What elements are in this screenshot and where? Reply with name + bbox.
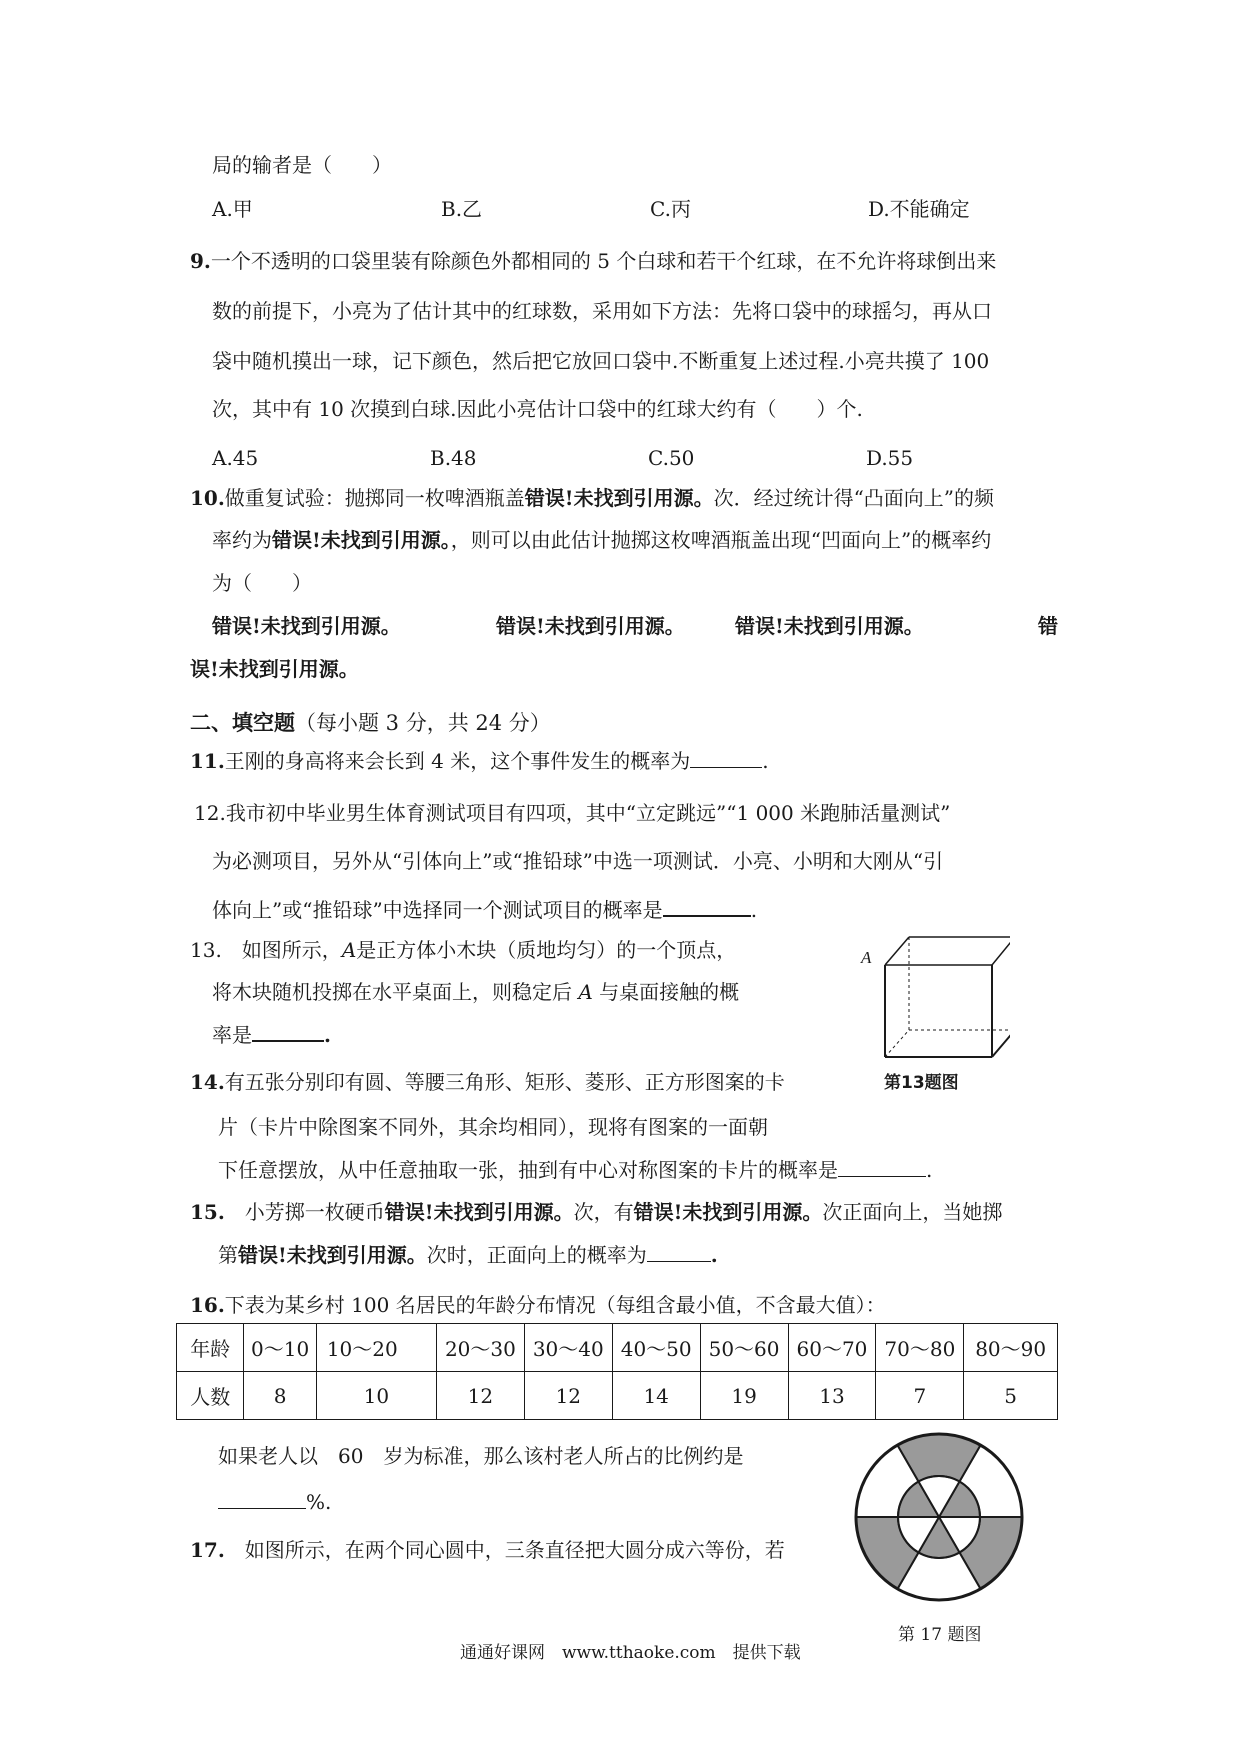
answer-blank[interactable] <box>252 1022 324 1042</box>
q10-option-b: 错误!未找到引用源。 <box>496 614 685 638</box>
table-cell: 13 <box>788 1372 876 1420</box>
q12-line-2: 为必测项目，另外从“引体向上”或“推铅球”中选一项测试．小亮、小明和大刚从“引 <box>212 849 944 873</box>
table-cell: 70～80 <box>876 1324 964 1372</box>
q10-option-a: 错误!未找到引用源。 <box>212 614 401 638</box>
q8-stem-end: 局的输者是（ ） <box>212 153 392 177</box>
fig-17-caption: 第 17 题图 <box>898 1625 982 1645</box>
table-cell: 40～50 <box>612 1324 700 1372</box>
table-cell: 8 <box>244 1372 316 1420</box>
q9-option-d: D.55 <box>866 446 914 470</box>
q9-line-4: 次，其中有 10 次摸到白球.因此小亮估计口袋中的红球大约有（ ）个. <box>212 397 863 421</box>
q9-line-2: 数的前提下，小亮为了估计其中的红球数，采用如下方法：先将口袋中的球摇匀，再从口 <box>212 299 992 323</box>
answer-blank[interactable] <box>218 1490 306 1509</box>
table-row-age <box>177 1324 1058 1372</box>
q16-line: 16.下表为某乡村 100 名居民的年龄分布情况（每组含最小值，不含最大值）： <box>190 1293 886 1317</box>
section-2-subtitle: （每小题 3 分，共 24 分） <box>295 711 551 735</box>
q8-option-a: A.甲 <box>212 197 253 221</box>
q9-option-b: B.48 <box>430 446 477 470</box>
cube-vertex-label: A <box>861 948 872 967</box>
q16-followup: 如果老人以 60 岁为标准，那么该村老人所占的比例约是 <box>218 1444 744 1468</box>
section-2-title: 二、填空题（每小题 3 分，共 24 分） <box>190 710 551 735</box>
q9-number: 9. <box>190 249 211 273</box>
q10-option-c: 错误!未找到引用源。 <box>735 614 924 638</box>
q14-line-2: 片（卡片中除图案不同外，其余均相同），现将有图案的一面朝 <box>218 1115 768 1139</box>
error-ref: 错误!未找到引用源。 <box>238 1243 427 1267</box>
age-distribution-table <box>176 1323 1058 1420</box>
cube-figure <box>855 930 1010 1075</box>
table-header-count: 人数 <box>177 1372 244 1420</box>
q9-option-c: C.50 <box>648 446 695 470</box>
table-cell: 60～70 <box>788 1324 876 1372</box>
q15-line-2: 第错误!未找到引用源。次时，正面向上的概率为 . <box>218 1243 718 1267</box>
q14-line-1: 14.有五张分别印有圆、等腰三角形、矩形、菱形、正方形图案的卡 <box>190 1070 785 1094</box>
table-cell: 19 <box>700 1372 788 1420</box>
q12-line-1: 12.我市初中毕业男生体育测试项目有四项，其中“立定跳远”“1 000 米跑肺活量测试” <box>194 801 951 825</box>
table-row-count <box>177 1372 1058 1420</box>
answer-blank[interactable] <box>690 749 762 768</box>
q16-answer-line: %. <box>218 1489 331 1515</box>
q8-option-b: B.乙 <box>441 197 483 221</box>
table-cell: 14 <box>612 1372 700 1420</box>
answer-blank[interactable] <box>647 1243 711 1262</box>
q10-line-3: 为（ ） <box>212 571 312 595</box>
q8-option-c: C.丙 <box>650 197 691 221</box>
q13-line-1: 13. 如图所示，A是正方体小木块（质地均匀）的一个顶点， <box>190 938 737 962</box>
q8-option-d: D.不能确定 <box>868 197 970 221</box>
q9-line-3: 袋中随机摸出一球，记下颜色，然后把它放回口袋中.不断重复上述过程.小亮共摸了 100 <box>212 349 990 373</box>
q10-line-2: 率约为错误!未找到引用源。，则可以由此估计抛掷这枚啤酒瓶盖出现“凹面向上”的概率约 <box>212 528 992 552</box>
table-cell: 10～20 <box>316 1324 436 1372</box>
table-cell: 80～90 <box>964 1324 1058 1372</box>
q15-line-1: 15. 小芳掷一枚硬币错误!未找到引用源。次，有错误!未找到引用源。次正面向上，当她掷 <box>190 1200 1003 1224</box>
q10-line-1: 10.做重复试验：抛掷同一枚啤酒瓶盖错误!未找到引用源。次．经过统计得“凸面向上”的频 <box>190 486 995 510</box>
error-ref: 错误!未找到引用源。 <box>524 486 714 510</box>
q11-line: 11.王刚的身高将来会长到 4 米，这个事件发生的概率为 . <box>190 749 769 773</box>
table-cell: 5 <box>964 1372 1058 1420</box>
answer-blank[interactable] <box>663 897 751 917</box>
table-cell: 0～10 <box>244 1324 316 1372</box>
table-cell: 12 <box>436 1372 524 1420</box>
fig-13-caption: 第13题图 <box>884 1073 959 1093</box>
answer-blank[interactable] <box>838 1158 926 1177</box>
error-ref: 错误!未找到引用源。 <box>633 1200 823 1224</box>
q9-line-1: 9.一个不透明的口袋里装有除颜色外都相同的 5 个白球和若干个红球，在不允许将球倒出来 <box>190 249 997 273</box>
q13-line-3: 率是 . <box>212 1023 331 1047</box>
error-ref: 错误!未找到引用源。 <box>384 1200 574 1224</box>
table-cell: 50～60 <box>700 1324 788 1372</box>
q10-number: 10. <box>190 486 225 510</box>
q10-option-d-start: 错 <box>1038 614 1058 638</box>
q12-line-3: 体向上”或“推铅球”中选择同一个测试项目的概率是 . <box>212 898 758 922</box>
q13-line-2: 将木块随机投掷在水平桌面上，则稳定后 A 与桌面接触的概 <box>212 980 740 1004</box>
q9-option-a: A.45 <box>212 446 259 470</box>
q17-line: 17. 如图所示，在两个同心圆中，三条直径把大圆分成六等份，若 <box>190 1538 785 1562</box>
table-cell: 20～30 <box>436 1324 524 1372</box>
q10-option-d-end: 误!未找到引用源。 <box>190 657 359 681</box>
table-cell: 10 <box>316 1372 436 1420</box>
page-footer: 通通好课网 www.tthaoke.com 提供下载 <box>460 1643 801 1663</box>
table-cell: 30～40 <box>524 1324 612 1372</box>
table-cell: 12 <box>524 1372 612 1420</box>
table-cell: 7 <box>876 1372 964 1420</box>
q14-line-3: 下任意摆放，从中任意抽取一张，抽到有中心对称图案的卡片的概率是 . <box>218 1158 933 1182</box>
concentric-circles-figure <box>853 1431 1025 1603</box>
error-ref: 错误!未找到引用源。 <box>272 528 451 552</box>
table-header-age: 年龄 <box>177 1324 244 1372</box>
vertex-a-label: A <box>341 938 357 962</box>
